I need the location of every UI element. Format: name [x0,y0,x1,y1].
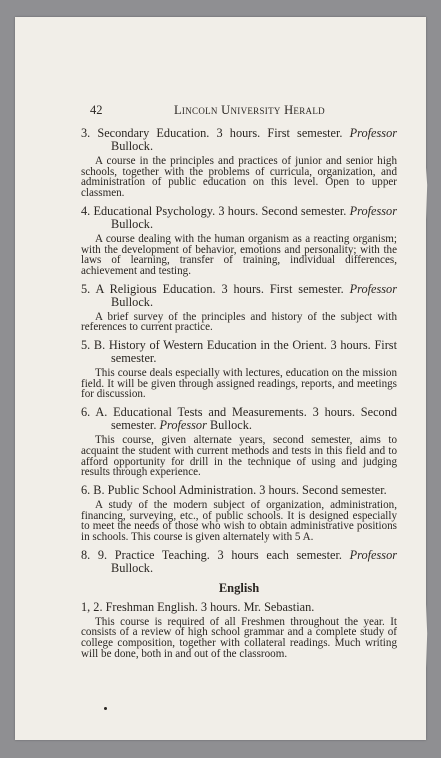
professor-label: Professor [349,281,397,296]
course-entry [81,127,397,199]
professor-label: Professor [349,547,398,562]
section-heading-english: English [218,580,260,595]
running-title: Lincoln University Herald [174,103,325,117]
professor-label: Professor [349,203,397,218]
course-title-text: 4. Educational Psychology. 3 hours. Second semester. [81,203,347,218]
course-title [81,406,397,432]
professor-name: Bullock. [209,418,252,433]
course-title-text: 6. A. Educational Tests and Measurements. 3 hours. Second semester. [81,405,397,433]
professor-name: Bullock. [111,216,154,231]
professor-label: Professor [159,418,207,433]
course-entry [81,283,397,333]
professor-label: Professor [349,126,398,140]
ink-dot [104,707,107,710]
course-list-education [81,127,397,575]
torn-edge [420,47,432,737]
course-title-text: 8. 9. Practice Teaching. 3 hours each semester. [81,547,342,562]
course-entry [81,205,397,277]
course-description: This course, given alternate years, second semester, aims to acquaint the student with current methods and tests in this field and to afford opportunity for drill in the technique of using and judging results through experience. [81,434,397,479]
course-entry [81,406,397,478]
course-title [81,601,397,614]
course-description: A study of the modern subject of organization, administration, financing, surveying, etc., of public schools. It is designed especially to meet the needs of those who wish to obtain administrative positions in schools. This course is given alternately with 5 A. [81,498,397,544]
professor-name: Bullock. [111,294,154,309]
course-title [81,339,397,365]
course-title-text: 1, 2. Freshman English. 3 hours. Mr. Sebastian. [81,599,315,614]
course-title-text: 5. B. History of Western Education in the Orient. 3 hours. First semester. [81,338,397,366]
course-title-text: 6. B. Public School Administration. 3 hours. Second semester. [81,482,387,497]
course-title [81,484,397,497]
course-title [81,205,397,231]
course-title [81,127,397,153]
course-entry [81,549,397,575]
professor-name: Bullock. [111,560,154,575]
course-title [81,283,397,309]
course-description: A course dealing with the human organism as a reacting organism; with the development of behavior, emotions and personality; with the laws of learning, transfer of training, individual differences, achievement and testing. [81,232,397,277]
course-list-english [81,601,397,660]
course-entry [81,601,397,660]
course-description: This course deals especially with lectures, education on the mission field. It will be given through assigned readings, reports, and meetings for discussion. [81,367,397,401]
course-entry [81,339,397,400]
course-title-text: 3. Secondary Education. 3 hours. First semester. [81,126,343,140]
professor-name: Bullock. [111,139,154,153]
course-title-text: 5. A Religious Education. 3 hours. First semester. [81,281,344,296]
course-description: A course in the principles and practices of junior and senior high schools, together with the problems of curricula, organization, and administration of public education on this level. Open to upper classmen. [81,155,397,200]
course-description: This course is required of all Freshmen throughout the year. It consists of a review of high school grammar and a complete study of college composition, together with collateral readings. Much writing will be done, both in and out of the classroom. [81,615,397,660]
course-entry [81,484,397,543]
course-title [81,549,397,575]
page-number: 42 [90,103,103,117]
course-description: A brief survey of the principles and history of the subject with references to current practice. [81,310,397,334]
page-content [81,127,397,666]
